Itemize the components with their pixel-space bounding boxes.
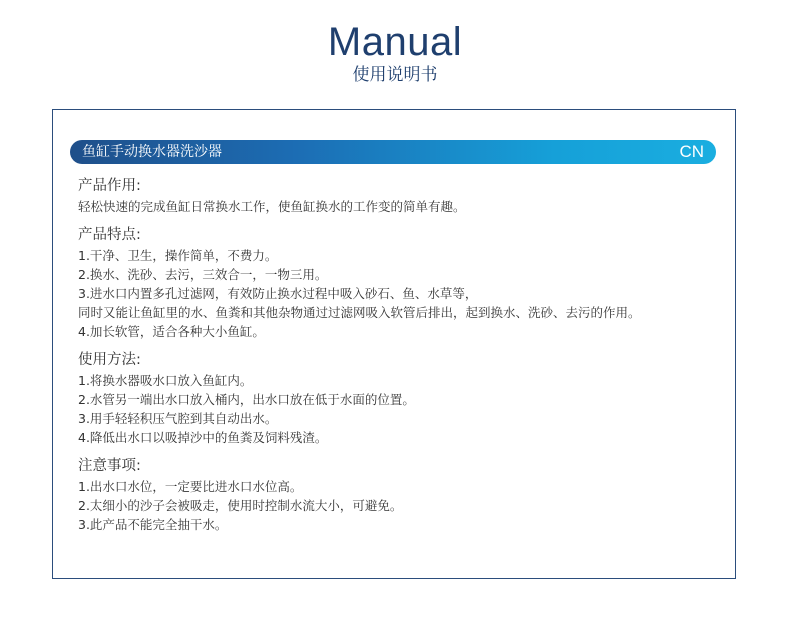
section-line: 2.太细小的沙子会被吸走，使用时控制水流大小，可避免。: [78, 498, 403, 513]
section-line: 4.加长软管，适合各种大小鱼缸。: [78, 324, 265, 339]
section-line: 轻松快速的完成鱼缸日常换水工作，使鱼缸换水的工作变的简单有趣。: [78, 199, 466, 214]
section-line: 1.将换水器吸水口放入鱼缸内。: [78, 373, 253, 388]
product-name: 鱼缸手动换水器洗沙器: [82, 144, 222, 160]
language-label: CN: [679, 142, 704, 161]
section-heading: 产品特点:: [78, 227, 141, 243]
manual-subtitle: 使用说明书: [352, 65, 438, 85]
section-line: 1.出水口水位，一定要比进水口水位高。: [78, 479, 303, 494]
section-function: [78, 176, 718, 216]
section-heading: 产品作用:: [78, 178, 141, 194]
section-notes: [78, 456, 718, 534]
section-usage: [78, 350, 718, 447]
section-heading: 注意事项:: [78, 458, 141, 474]
section-line: 3.此产品不能完全抽干水。: [78, 517, 228, 532]
section-heading: 使用方法:: [78, 352, 141, 368]
section-line: 3.进水口内置多孔过滤网，有效防止换水过程中吸入砂石、鱼、水草等，: [78, 286, 478, 301]
section-line: 4.降低出水口以吸掉沙中的鱼粪及饲料残渣。: [78, 430, 328, 445]
section-line: 2.换水、洗砂、去污，三效合一，一物三用。: [78, 267, 328, 282]
manual-content: [78, 176, 718, 534]
section-line: 2.水管另一端出水口放入桶内，出水口放在低于水面的位置。: [78, 392, 415, 407]
section-line: 1.干净、卫生，操作简单，不费力。: [78, 248, 278, 263]
section-line: 同时又能让鱼缸里的水、鱼粪和其他杂物通过过滤网吸入软管后排出，起到换水、洗砂、去污的作用。: [78, 305, 641, 320]
manual-title: Manual: [327, 20, 463, 64]
product-banner: [70, 140, 716, 164]
section-line: 3.用手轻轻积压气腔到其自动出水。: [78, 411, 278, 426]
section-features: [78, 225, 718, 341]
